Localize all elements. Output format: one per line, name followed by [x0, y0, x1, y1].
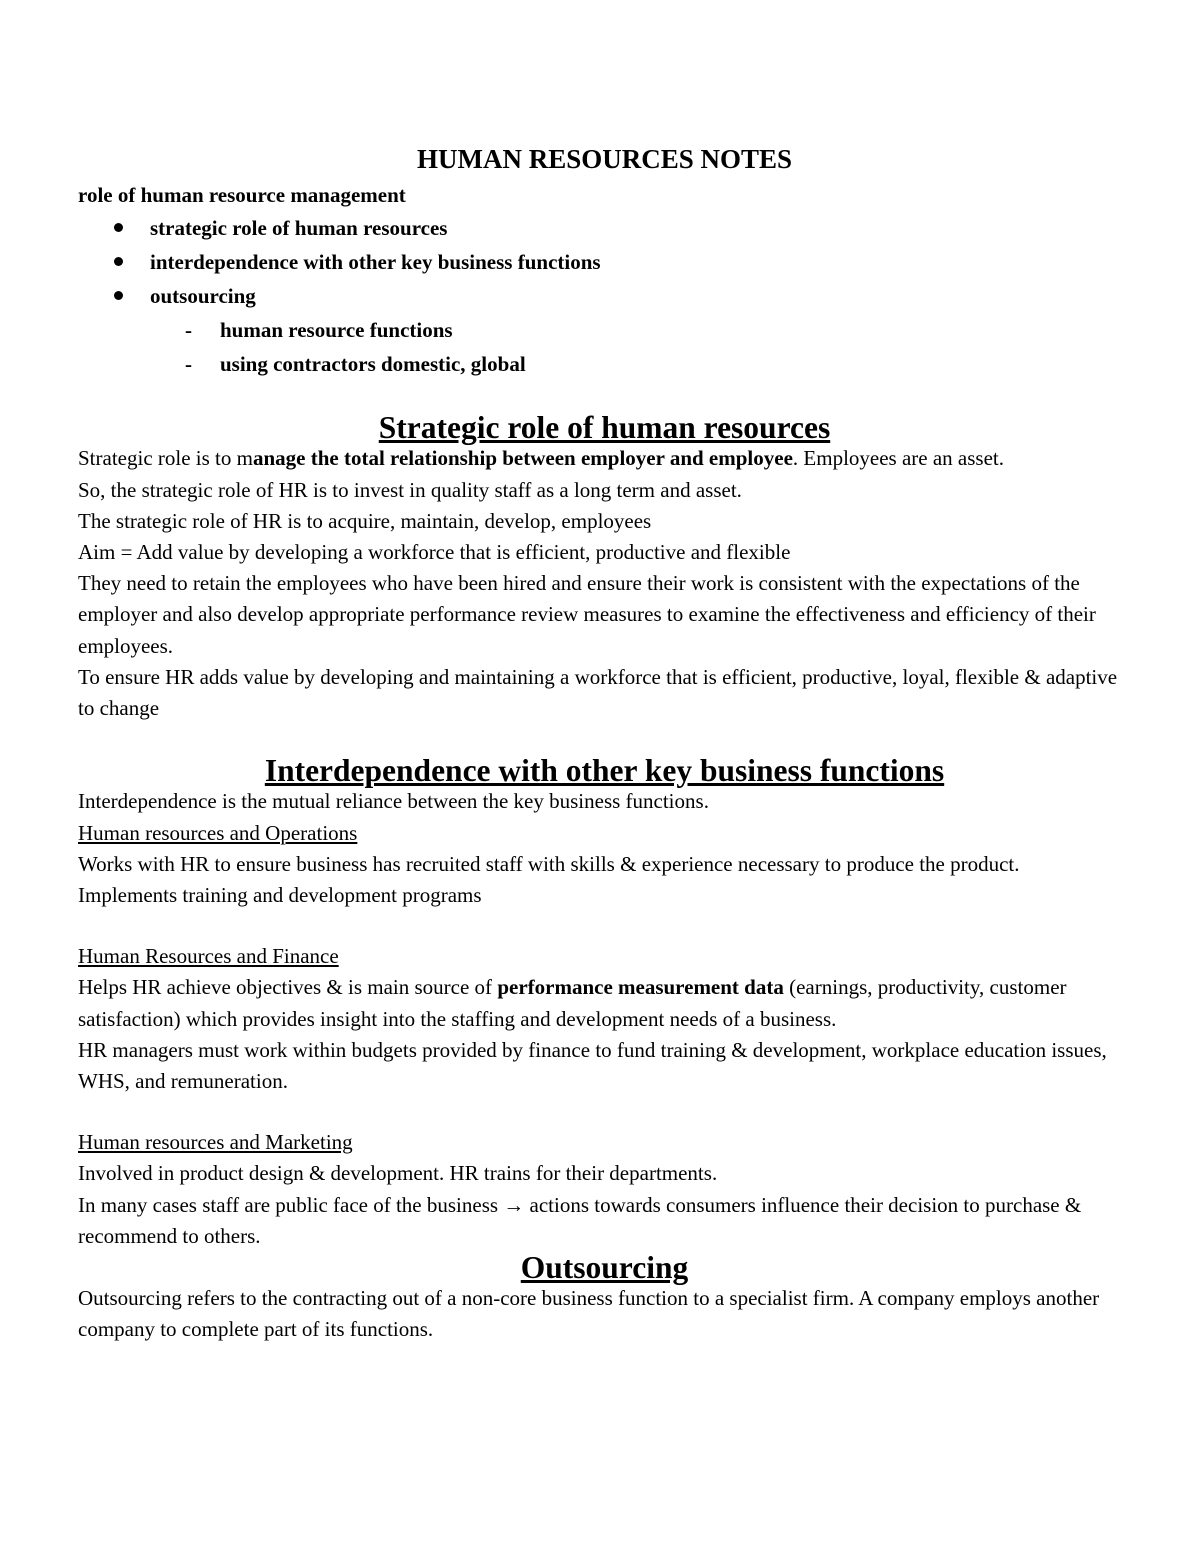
finance-text-pre: Helps HR achieve objectives & is main source of: [78, 975, 498, 1000]
operations-line: Works with HR to ensure business has recruited staff with skills & experience necessary to produce the product.: [78, 851, 1020, 876]
outline-sub-item-text: human resource functions: [220, 318, 453, 343]
strategic-line: The strategic role of HR is to acquire, maintain, develop, employees: [78, 508, 652, 533]
dash-marker: -: [185, 318, 192, 343]
section-heading-interdependence: Interdependence with other key business functions: [264, 753, 945, 789]
strategic-line: To ensure HR adds value by developing and maintaining a workforce that is efficient, productive, loyal, flexible & adaptive to change: [78, 664, 1118, 721]
outline-sub-item: [78, 347, 1123, 381]
strategic-text-bold: anage the total relationship between employer and employee: [252, 446, 793, 471]
spacer: [78, 724, 1123, 755]
strategic-text-post: . Employees are an asset.: [792, 446, 1004, 471]
finance-line: HR managers must work within budgets provided by finance to fund training & development, workplace education issues, WHS, and remuneration.: [78, 1037, 1107, 1094]
outline-sub-item: [78, 313, 1123, 347]
outline-sub-item-text: using contractors domestic, global: [220, 352, 526, 377]
outline-bullet-list: [78, 211, 1123, 313]
bullet-dot-icon: [114, 223, 123, 232]
section-heading-strategic: Strategic role of human resources: [378, 410, 831, 446]
strategic-paragraph: [78, 443, 1123, 474]
strategic-text-pre: Strategic role is to m: [78, 446, 253, 471]
outline-bullet-text: strategic role of human resources: [150, 216, 448, 241]
outline-bullet: [78, 211, 1123, 245]
finance-text-post: (earnings, productivity, customer satisfaction) which provides insight into the staffing and development needs of a business.: [78, 975, 1067, 1031]
bullet-dot-icon: [114, 291, 123, 300]
outline-bullet-text: outsourcing: [150, 284, 256, 309]
subheading-finance: Human Resources and Finance: [78, 944, 339, 969]
spacer: [78, 1097, 1123, 1127]
finance-text-bold: performance measurement data: [497, 975, 784, 1000]
dash-marker: -: [185, 352, 192, 377]
interdependence-intro: Interdependence is the mutual reliance between the key business functions.: [78, 789, 709, 814]
section-heading-outsourcing: Outsourcing: [520, 1250, 689, 1286]
strategic-line: Aim = Add value by developing a workforce that is efficient, productive and flexible: [78, 540, 791, 565]
outline-heading: role of human resource management: [78, 183, 406, 207]
marketing-line: In many cases staff are public face of the business → actions towards consumers influence their decision to purchase & recommend to others.: [78, 1192, 1082, 1248]
finance-paragraph: [78, 972, 1123, 1034]
outline-bullet: [78, 245, 1123, 279]
outline-bullet: [78, 279, 1123, 313]
document-title: HUMAN RESOURCES NOTES: [416, 144, 793, 174]
subheading-operations: Human resources and Operations: [78, 820, 358, 845]
spacer: [78, 381, 1123, 412]
outline-bullet-text: interdependence with other key business functions: [150, 250, 601, 275]
document-page: [78, 141, 1123, 1346]
spacer: [78, 911, 1123, 941]
outline-sub-list: [78, 313, 1123, 381]
outsourcing-paragraph: Outsourcing refers to the contracting out of a non-core business function to a specialist firm. A company employs another company to complete part of its functions.: [78, 1286, 1100, 1342]
strategic-line: So, the strategic role of HR is to invest in quality staff as a long term and asset.: [78, 477, 742, 502]
strategic-line: They need to retain the employees who have been hired and ensure their work is consistent with the expectations of the employer and also develop appropriate performance review measures to examine the effectiveness and efficiency of their employees.: [78, 571, 1096, 658]
marketing-line: Involved in product design & development. HR trains for their departments.: [78, 1161, 718, 1186]
bullet-dot-icon: [114, 257, 123, 266]
subheading-marketing: Human resources and Marketing: [78, 1130, 353, 1155]
operations-line: Implements training and development programs: [78, 883, 482, 908]
